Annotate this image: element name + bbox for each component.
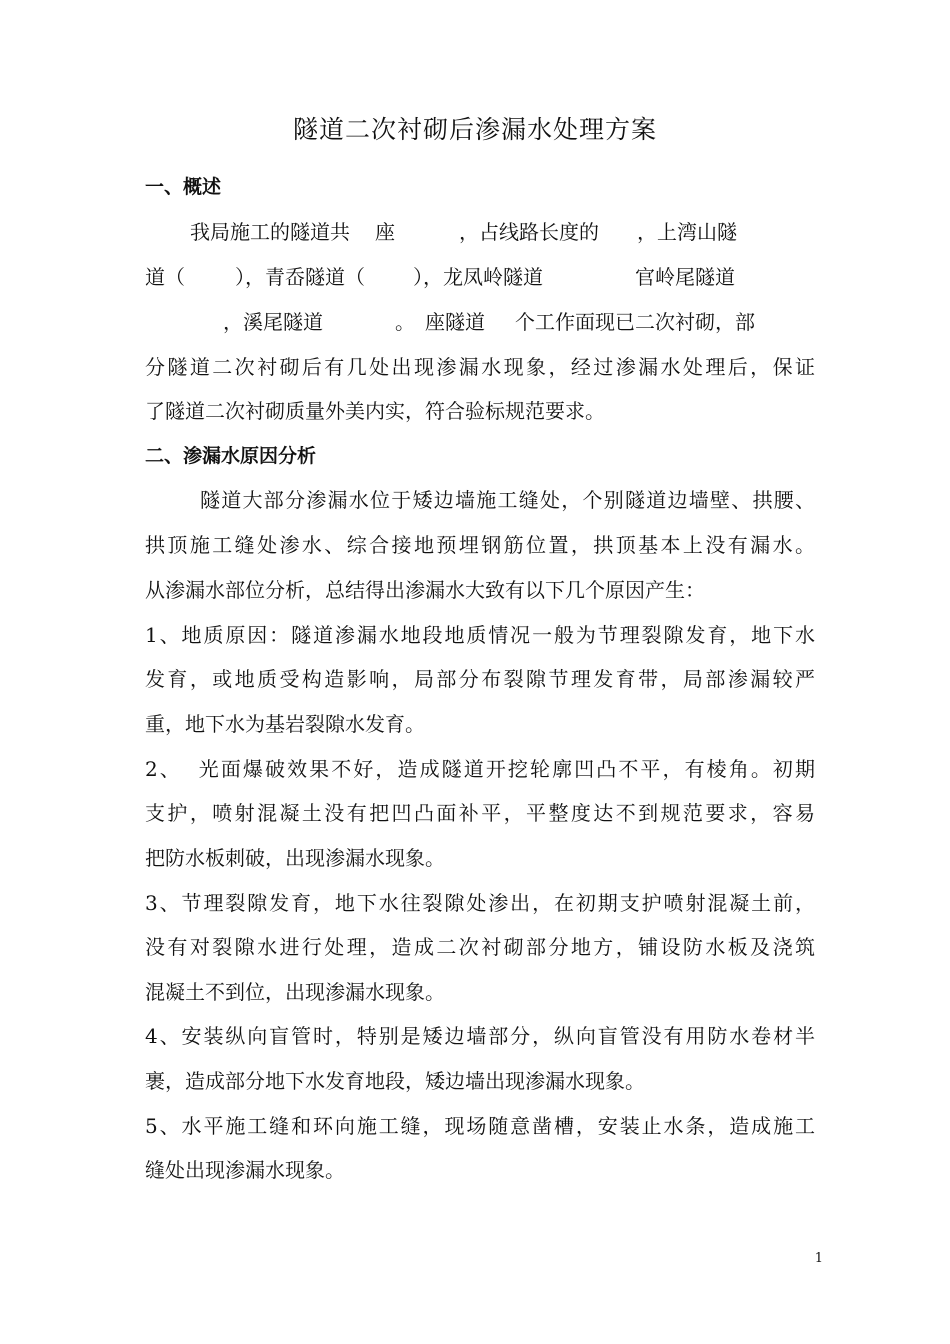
overview-text: ），青岙隧道（ bbox=[235, 265, 365, 289]
overview-text: ，占线路长度的 bbox=[459, 220, 599, 244]
overview-text: ），龙凤岭隧道 bbox=[413, 265, 543, 289]
reason-4-line-2: 裹，造成部分地下水发育地段，矮边墙出现渗漏水现象。 bbox=[145, 1069, 645, 1093]
reason-5-line-2: 缝处出现渗漏水现象。 bbox=[145, 1158, 345, 1182]
reason-1-line-3: 重，地下水为基岩裂隙水发育。 bbox=[145, 712, 425, 736]
analysis-intro-line-1: 隧道大部分渗漏水位于矮边墙施工缝处，个别隧道边墙壁、拱腰、 bbox=[200, 488, 815, 512]
document-title: 隧道二次衬砌后渗漏水处理方案 bbox=[292, 115, 657, 144]
overview-text: 我局施工的隧道共 bbox=[190, 220, 350, 244]
overview-line-3 bbox=[145, 307, 815, 337]
overview-text: 座隧道 bbox=[425, 310, 485, 334]
reason-3-line-2: 没有对裂隙水进行处理，造成二次衬砌部分地方，铺设防水板及浇筑 bbox=[145, 935, 815, 959]
overview-line-4: 分隧道二次衬砌后有几处出现渗漏水现象，经过渗漏水处理后，保证 bbox=[145, 355, 815, 379]
reason-2-line-2: 支护，喷射混凝土没有把凹凸面补平，平整度达不到规范要求，容易 bbox=[145, 801, 815, 825]
section-heading-cause-analysis: 二、渗漏水原因分析 bbox=[145, 445, 317, 467]
analysis-intro-line-2: 拱顶施工缝处渗水、综合接地预埋钢筋位置，拱顶基本上没有漏水。 bbox=[145, 533, 815, 557]
section-heading-overview: 一、概述 bbox=[145, 176, 222, 198]
reason-1-line-2: 发育，或地质受构造影响，局部分布裂隙节理发育带，局部渗漏较严 bbox=[145, 667, 815, 691]
overview-text: 。 bbox=[395, 310, 415, 334]
overview-text: ，溪尾隧道 bbox=[223, 310, 323, 334]
overview-text: 官岭尾隧道 bbox=[635, 265, 735, 289]
reason-3-line-1: 3、节理裂隙发育，地下水往裂隙处渗出，在初期支护喷射混凝土前， bbox=[145, 891, 815, 915]
overview-line-2 bbox=[145, 262, 815, 292]
page-number: 1 bbox=[814, 1251, 823, 1266]
reason-3-line-3: 混凝土不到位，出现渗漏水现象。 bbox=[145, 980, 445, 1004]
overview-text: 个工作面现已二次衬砌，部 bbox=[515, 310, 755, 334]
reason-2-line-1: 2、 光面爆破效果不好，造成隧道开挖轮廓凹凸不平，有棱角。初期 bbox=[145, 757, 815, 781]
overview-line-5: 了隧道二次衬砌质量外美内实，符合验标规范要求。 bbox=[145, 399, 605, 423]
reason-2-line-3: 把防水板刺破，出现渗漏水现象。 bbox=[145, 846, 445, 870]
reason-1-line-1: 1、地质原因：隧道渗漏水地段地质情况一般为节理裂隙发育，地下水 bbox=[145, 623, 815, 647]
analysis-intro-line-3: 从渗漏水部位分析，总结得出渗漏水大致有以下几个原因产生： bbox=[145, 578, 705, 602]
overview-text: ，上湾山隧 bbox=[637, 220, 737, 244]
reason-5-line-1: 5、水平施工缝和环向施工缝，现场随意凿槽，安装止水条，造成施工 bbox=[145, 1114, 815, 1138]
overview-text: 道（ bbox=[145, 265, 185, 289]
overview-text: 座 bbox=[375, 220, 395, 244]
reason-4-line-1: 4、安装纵向盲管时，特别是矮边墙部分，纵向盲管没有用防水卷材半 bbox=[145, 1024, 815, 1048]
overview-line-1 bbox=[145, 217, 815, 247]
